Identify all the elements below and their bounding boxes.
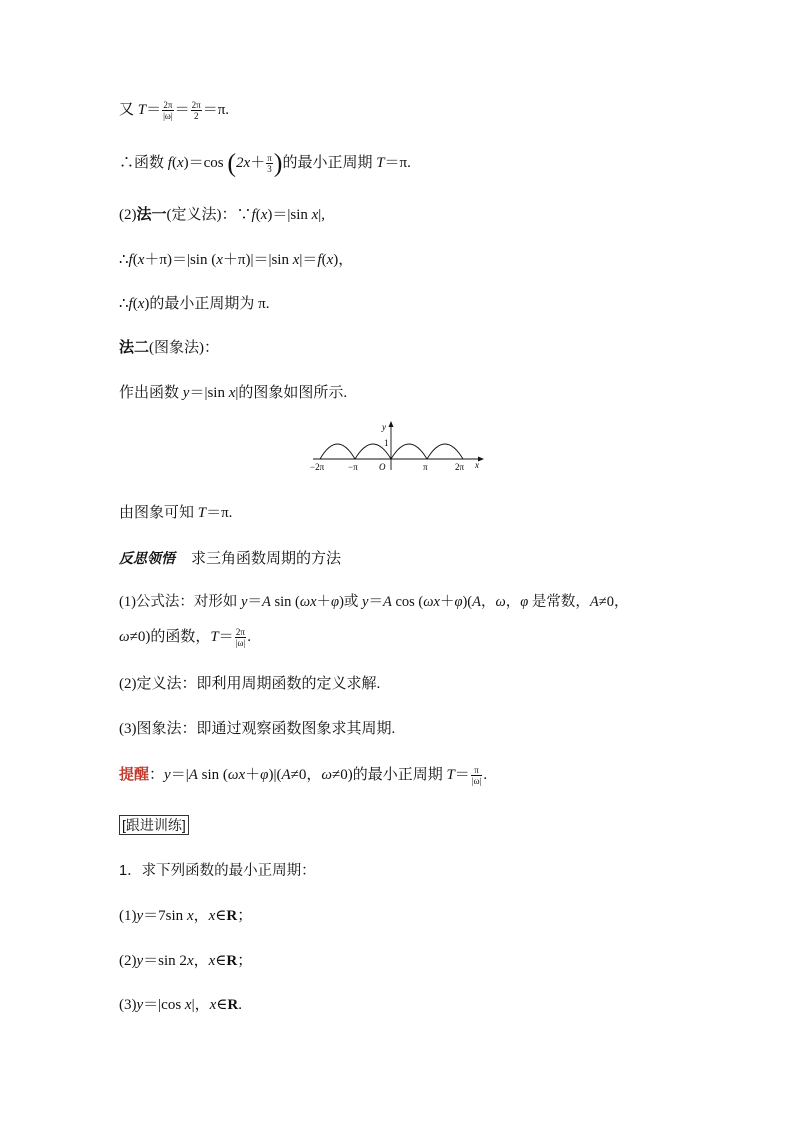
practice-label: [跟进训练] <box>119 815 189 835</box>
line-method-two <box>119 338 219 358</box>
text: ( <box>255 207 261 223</box>
text: )的最小正周期为 π. <box>144 296 270 312</box>
text: ： <box>149 767 165 783</box>
text: ＋π)|＝|sin <box>222 252 293 268</box>
text: . <box>247 629 251 645</box>
text: cos ( <box>391 594 424 610</box>
text: sin ( <box>197 767 228 783</box>
text: 由图象可知 <box>119 505 198 521</box>
fraction-numerator: π <box>267 153 272 164</box>
var-omega: ω <box>119 629 130 645</box>
text: ＋π)＝|sin ( <box>144 252 217 268</box>
text: ＝ <box>174 102 190 118</box>
text: ( <box>171 155 177 171</box>
var-omega-x: ωx <box>423 594 440 610</box>
tick-label-neg-2pi: −2π <box>310 462 325 472</box>
text: ∴ <box>119 252 129 268</box>
text: |＝ <box>299 252 318 268</box>
arch-4 <box>427 444 463 459</box>
text: ＋ <box>439 594 455 610</box>
var-x: x <box>260 207 268 223</box>
method-label: 法一 <box>136 206 167 223</box>
text: )， <box>333 252 354 268</box>
var-x: x <box>311 207 319 223</box>
text: ≠0)的最小正周期 <box>331 767 447 783</box>
text: . <box>238 997 242 1013</box>
text: ； <box>237 908 253 924</box>
line-definition-method <box>119 674 380 694</box>
arch-3 <box>391 444 427 459</box>
question-1-part-3 <box>119 995 242 1015</box>
var-omega-x: ωx <box>227 767 246 783</box>
fraction-denominator: |ω| <box>235 638 246 649</box>
text: 2 <box>236 155 244 171</box>
text: ， <box>193 953 209 969</box>
fraction <box>471 765 483 786</box>
var-phi: φ <box>520 594 529 610</box>
var-y: y <box>136 997 144 1013</box>
var-A: A <box>261 594 271 610</box>
text: sin ( <box>270 594 300 610</box>
y-axis-arrow <box>389 421 394 427</box>
var-x: x <box>137 252 145 268</box>
text: (3) <box>119 997 137 1013</box>
var-x: x <box>186 908 194 924</box>
text: ＝ <box>146 102 162 118</box>
text: ＝π. <box>202 102 230 118</box>
var-x: x <box>209 997 217 1013</box>
var-A: A <box>188 767 198 783</box>
text: ∈ <box>216 997 228 1013</box>
text: ( <box>132 252 138 268</box>
set-R: R <box>226 908 238 924</box>
text: |, <box>318 207 326 223</box>
fraction-numerator: 2π <box>235 627 245 638</box>
text: ＝π. <box>206 505 233 521</box>
fraction-numerator: π <box>471 765 483 776</box>
text: )或 <box>339 594 363 610</box>
var-x: x <box>243 155 251 171</box>
text: ≠0)的函数， <box>129 629 211 645</box>
section-heading <box>119 548 341 569</box>
var-y: y <box>136 908 144 924</box>
var-f: f <box>251 207 256 223</box>
text: ； <box>237 953 253 969</box>
text: )＝|sin <box>267 207 312 223</box>
text: )＝cos <box>183 155 228 171</box>
tick-label-neg-pi: −π <box>348 462 358 472</box>
var-x: x <box>216 252 223 268</box>
text <box>236 155 250 171</box>
fraction <box>266 153 273 174</box>
text: )( <box>462 594 473 610</box>
text: 的最小正周期 <box>282 155 377 171</box>
tick-label-pi: π <box>423 462 428 472</box>
text: (3)图象法：即通过观察函数图象求其周期. <box>119 721 396 737</box>
text: ＋ <box>250 155 266 171</box>
text: . <box>483 767 488 783</box>
var-x: x <box>184 997 192 1013</box>
text: ＝|sin <box>189 385 229 401</box>
text: 作出函数 <box>119 385 183 401</box>
line-method-one <box>119 205 325 225</box>
var-x: x <box>208 953 216 969</box>
var-omega: ω <box>321 767 332 783</box>
var-y: y <box>362 594 369 610</box>
arch-1 <box>320 444 355 459</box>
fraction-denominator: |ω| <box>163 111 173 122</box>
text: (2) <box>119 953 137 969</box>
fraction <box>235 627 247 648</box>
text: ＋ <box>245 767 261 783</box>
var-omega: ω <box>495 594 506 610</box>
section-tag: 反思领悟 <box>119 550 175 566</box>
var-y: y <box>241 594 248 610</box>
var-A: A <box>472 594 481 610</box>
var-omega-x: ωx <box>299 594 317 610</box>
text: ∈ <box>215 908 227 924</box>
text: )|( <box>268 767 282 783</box>
line-reminder <box>119 765 487 786</box>
line-graph-method <box>119 719 395 739</box>
text: ≠0， <box>290 767 322 783</box>
question-1-part-2 <box>119 951 252 971</box>
text: ＝ <box>218 629 234 645</box>
var-x: x <box>228 385 236 401</box>
var-x: x <box>326 252 334 268</box>
line-conclusion-one <box>119 294 269 314</box>
var-x: x <box>137 296 145 312</box>
section-title: 求三角函数周期的方法 <box>191 550 342 567</box>
text: ＝π. <box>384 155 411 171</box>
axis-label-x: x <box>475 460 479 470</box>
fraction <box>162 100 174 121</box>
var-T: T <box>446 767 455 783</box>
var-phi: φ <box>260 767 269 783</box>
line-draw-graph <box>119 383 347 403</box>
var-T: T <box>137 102 147 118</box>
method-label: 法二 <box>119 339 150 356</box>
var-x: x <box>208 908 216 924</box>
text: ＝7sin <box>143 908 187 924</box>
var-T: T <box>210 629 219 645</box>
line-formula-result <box>119 627 251 648</box>
var-f: f <box>128 296 133 312</box>
reminder-label: 提醒 <box>119 766 150 783</box>
var-A: A <box>589 594 599 610</box>
tick-label-one: 1 <box>384 438 389 448</box>
text: ， <box>481 594 496 610</box>
var-y: y <box>164 767 171 783</box>
fraction-denominator: |ω| <box>471 776 482 787</box>
var-f: f <box>167 155 172 171</box>
text: |的图象如图所示. <box>235 385 348 401</box>
text: (2)定义法：即利用周期函数的定义求解. <box>119 676 381 692</box>
text: ＝sin 2 <box>143 953 187 969</box>
var-A: A <box>281 767 291 783</box>
line-definition-check <box>119 250 353 270</box>
fraction-denominator: 2 <box>193 111 199 122</box>
origin-label: O <box>379 462 386 472</box>
text: ∈ <box>215 953 227 969</box>
text: ＝ <box>454 767 470 783</box>
var-f: f <box>317 252 322 268</box>
var-phi: φ <box>454 594 463 610</box>
var-x: x <box>186 953 194 969</box>
text: ＝ <box>247 594 262 610</box>
text: ， <box>505 594 521 610</box>
question-1-part-1 <box>119 906 252 926</box>
text: ≠0， <box>598 594 629 610</box>
paren-left: ( <box>227 148 237 178</box>
text: ∴函数 <box>119 155 168 171</box>
axis-label-y: y <box>382 422 386 432</box>
text: (图象法)： <box>149 340 220 356</box>
paren-right: ) <box>273 148 283 178</box>
fraction-numerator: 2π <box>191 100 201 111</box>
text: ， <box>193 908 209 924</box>
question-text: 1．求下列函数的最小正周期： <box>119 863 316 879</box>
text: ＝|cos <box>143 997 185 1013</box>
text: ( <box>321 252 327 268</box>
line-graph-conclusion <box>119 503 232 523</box>
text: ( <box>132 296 138 312</box>
text: ∴ <box>119 296 129 312</box>
var-y: y <box>182 385 190 401</box>
abs-sin-graph <box>305 418 495 476</box>
fraction-numerator: 2π <box>163 100 173 111</box>
practice-heading <box>119 815 189 835</box>
text: (1) <box>119 908 137 924</box>
text: ＝| <box>170 767 189 783</box>
set-R: R <box>226 953 238 969</box>
var-f: f <box>128 252 133 268</box>
var-phi: φ <box>331 594 340 610</box>
text: (定义法)：∵ <box>166 207 252 223</box>
text: ＋ <box>316 594 332 610</box>
text: 又 <box>119 102 138 118</box>
text: 是常数， <box>528 594 590 610</box>
var-T: T <box>376 155 385 171</box>
line-cos-period <box>119 148 411 178</box>
set-R: R <box>227 997 239 1013</box>
line-period-calc <box>119 100 229 121</box>
var-T: T <box>197 505 207 521</box>
text: (2) <box>119 207 137 223</box>
line-formula-method <box>119 592 628 612</box>
var-A: A <box>382 594 392 610</box>
var-x: x <box>176 155 184 171</box>
fraction <box>191 100 202 121</box>
text: |， <box>191 997 210 1013</box>
fraction-denominator: 3 <box>267 164 272 175</box>
tick-label-2pi: 2π <box>455 462 465 472</box>
var-x: x <box>292 252 300 268</box>
var-y: y <box>136 953 144 969</box>
text: ＝ <box>368 594 383 610</box>
question-1 <box>119 861 316 881</box>
text: (1)公式法：对形如 <box>119 594 242 610</box>
